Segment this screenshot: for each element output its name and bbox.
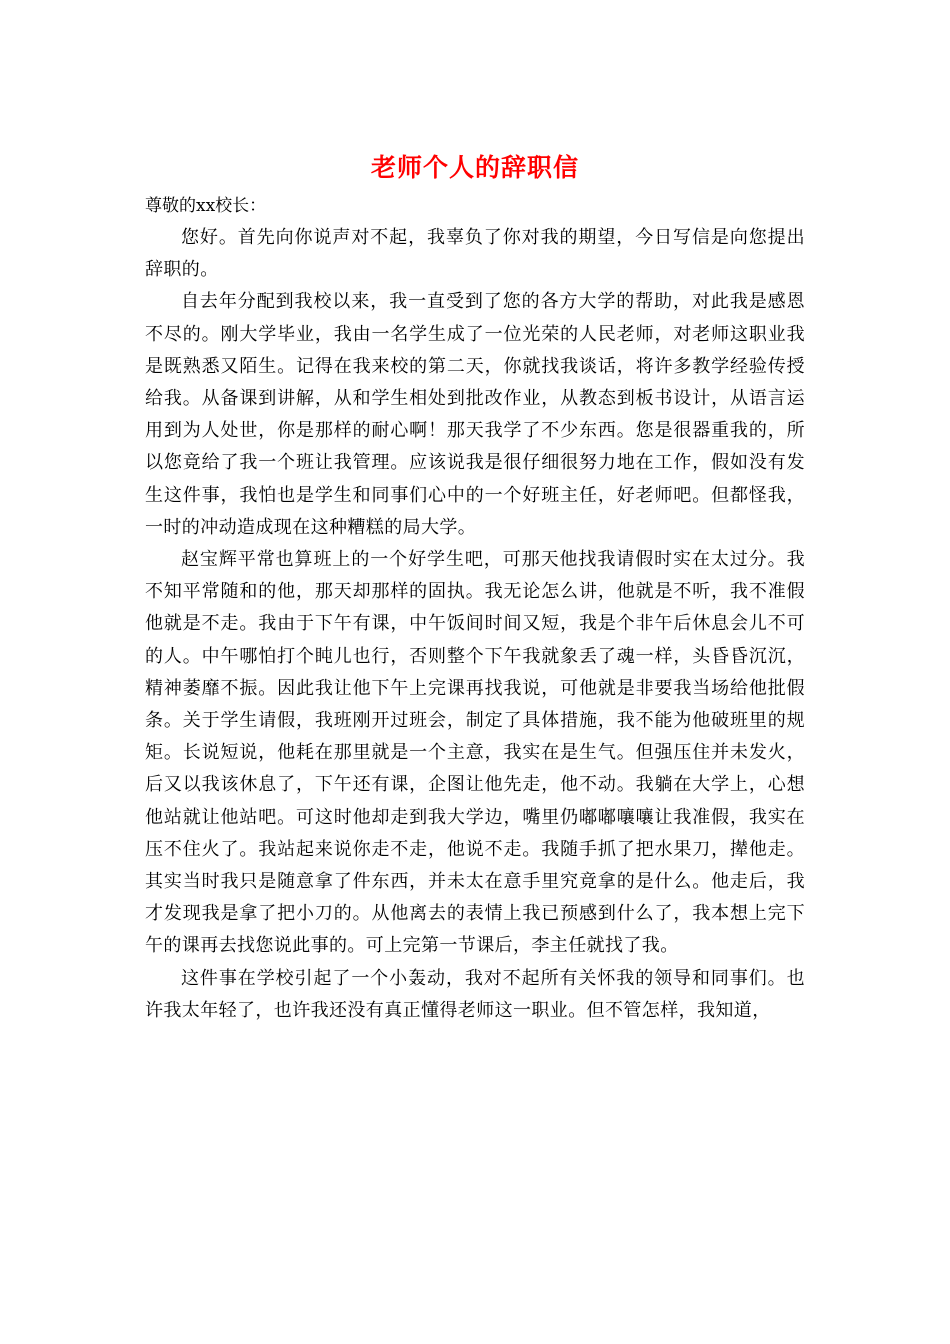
paragraph-incident: 赵宝辉平常也算班上的一个好学生吧，可那天他找我请假时实在太过分。我不知平常随和的他，那天却那样的固执。我无论怎么讲，他就是不听，我不准假他就是不走。我由于下午有课，中午饭间时间又短，我是个非午后休息会儿不可的人。中午哪怕打个盹儿也行，否则整个下午我就象丢了魂一样，头昏昏沉沉，精神萎靡不振。因此我让他下午上完课再找我说，可他就是非要我当场给他批假条。关于学生请假，我班刚开过班会，制定了具体措施，我不能为他破班里的规矩。长说短说，他耗在那里就是一个主意，我实在是生气。但强压住并未发火，后又以我该休息了，下午还有课，企图让他先走，他不动。我躺在大学上，心想他站就让他站吧。可这时他却走到我大学边，嘴里仍嘟嘟嚷嚷让我准假，我实在压不住火了。我站起来说你走不走，他说不走。我随手抓了把水果刀，撵他走。其实当时我只是随意拿了件东西，并未太在意手里究竟拿的是什么。他走后，我才发现我是拿了把小刀的。从他离去的表情上我已预感到什么了，我本想上完下午的课再去找您说此事的。可上完第一节课后，李主任就找了我。 [145,549,805,957]
paragraph-greeting: 您好。首先向你说声对不起，我辜负了你对我的期望，今日写信是向您提出辞职的。 [145,227,805,281]
document-title: 老师个人的辞职信 [370,153,579,182]
salutation: 尊敬的xx校长： [145,196,267,216]
paragraph-background: 自去年分配到我校以来，我一直受到了您的各方大学的帮助，对此我是感恩不尽的。刚大学毕业，我由一名学生成了一位光荣的人民老师，对老师这职业我是既熟悉又陌生。记得在我来校的第二天，你就找我谈话，将许多教学经验传授给我。从备课到讲解，从和学生相处到批改作业，从教态到板书设计，从语言运用到为人处世，你是那样的耐心啊！那天我学了不少东西。您是很器重我的，所以您竟给了我一个班让我管理。应该说我是很仔细很努力地在工作，假如没有发生这件事，我怕也是学生和同事们心中的一个好班主任，好老师吧。但都怪我，一时的冲动造成现在这种糟糕的局大学。 [145,291,805,538]
letter-body [145,148,805,1027]
paragraph-apology: 这件事在学校引起了一个小轰动，我对不起所有关怀我的领导和同事们。也许我太年轻了，也许我还没有真正懂得老师这一职业。但不管怎样，我知道， [145,967,805,1021]
